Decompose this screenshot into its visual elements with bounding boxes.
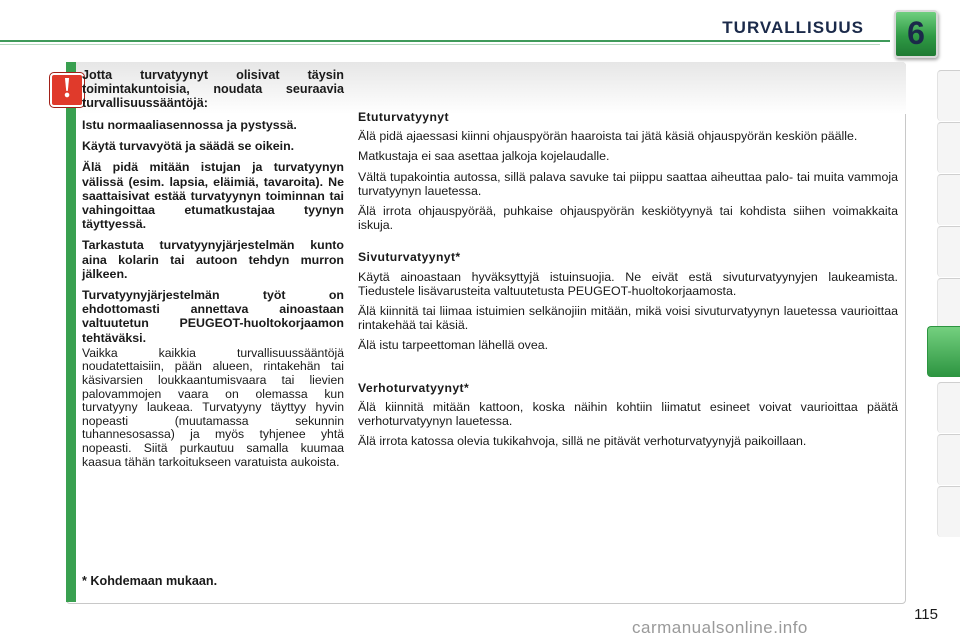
thumb-tab-7[interactable] [937, 382, 960, 433]
thumb-tab-6-active[interactable] [927, 326, 960, 377]
panel-accent-bar [66, 62, 76, 602]
section-paragraph: Älä irrota ohjauspyörää, puhkaise ohjauspyörän keskiötyynyä tai kohdista siihen voimakkaita iskuja. [358, 204, 898, 233]
safety-rules-heading: Jotta turvatyynyt olisivat täysin toimintakuntoisia, noudata seuraavia turvallisuussääntöjä: [82, 68, 344, 110]
section-paragraph: Älä istu tarpeettoman lähellä ovea. [358, 338, 549, 353]
thumb-tab-2[interactable] [937, 122, 960, 173]
section-paragraph: Älä kiinnitä tai liimaa istuimien selkänojiin mitään, mikä voisi sivuturvatyynyn lauetessa vaurioittaa rintakehää tai käsiä. [358, 304, 898, 333]
section-paragraph: Käytä ainoastaan hyväksyttyjä istuinsuojia. Ne eivät estä sivuturvatyynyjen laukeamista. Tiedustele lisävarusteita valtuutetusta PEUGEOT-huoltokorjaamosta. [358, 269, 898, 298]
exclamation-mark: ! [62, 73, 72, 104]
safety-rule: Istu normaaliasennossa ja pystyssä. [82, 118, 297, 132]
chapter-number: 6 [907, 15, 925, 51]
front-airbags-section [358, 110, 898, 232]
thumb-tab-1[interactable] [937, 70, 960, 121]
watermark: carmanualsonline.info [632, 618, 808, 637]
thumb-tab-9[interactable] [937, 486, 960, 537]
side-airbags-section [358, 250, 898, 352]
header-rule [0, 40, 890, 42]
page-number: 115 [914, 606, 938, 623]
header-rule-secondary [0, 44, 880, 45]
curtain-airbags-section [358, 381, 898, 449]
safety-rules-body: Vaikka kaikkia turvallisuussääntöjä noudatettaisiin, pään alueen, rintakehän tai käsivarsien loukkaantumisvaara tai lievien palovammojen vaara on olemassa kun turvatyyny laukeaa. Turvatyyny täyttyy hyvin nopeasti (muutamassa sekunnin tuhannesosassa) ja myös tyhjenee yhtä nopeasti. Siitä purkautuu samalla kuumaa kaasua tähän tarkoitukseen varatuista aukoista. [82, 345, 344, 469]
safety-rule: Älä pidä mitään istujan ja turvatyynyn välissä (esim. lapsia, eläimiä, tavaroita). Ne saattaisivat estää turvatyynyn toiminnan tai vahingoittaa etumatkustajaa tyynyn täyttyessä. [82, 160, 344, 232]
safety-rule: Turvatyynyjärjestelmän työt on ehdottomasti annettava ainoastaan valtuutetun PEUGEOT-huoltokorjaamon tehtäväksi. [82, 288, 344, 345]
chapter-number-badge [894, 10, 938, 58]
section-paragraph: Älä pidä ajaessasi kiinni ohjauspyörän haaroista tai jätä käsiä ohjauspyörän keskiön päälle. [358, 129, 858, 144]
thumb-tab-4[interactable] [937, 226, 960, 277]
section-paragraph: Älä kiinnitä mitään kattoon, koska näihin kohtiin liimatut esineet voivat vaurioittaa päätä verhoturvatyynyn lauetessa. [358, 399, 898, 429]
page-header [0, 0, 960, 60]
chapter-title: TURVALLISUUS [722, 18, 864, 37]
thumb-tab-8[interactable] [937, 434, 960, 485]
safety-rule: Tarkastuta turvatyynyjärjestelmän kunto aina kolarin tai autoon tehdyn murron jälkeen. [82, 238, 344, 281]
safety-rules-column [82, 68, 344, 476]
footnote: * Kohdemaan mukaan. [82, 574, 218, 588]
safety-rule: Käytä turvavyötä ja säädä se oikein. [82, 139, 295, 154]
section-title: Sivuturvatyynyt* [358, 250, 461, 265]
thumb-tab-5[interactable] [937, 278, 960, 329]
section-paragraph: Vältä tupakointia autossa, sillä palava savuke tai piippu saattaa aiheuttaa palo- tai muita vammoja turvatyynyn lauetessa. [358, 169, 898, 198]
warning-icon [50, 73, 84, 107]
airbag-sections-column [358, 110, 898, 466]
section-title: Etuturvatyynyt [358, 110, 449, 124]
section-title: Verhoturvatyynyt* [358, 380, 470, 395]
section-paragraph: Matkustaja ei saa asettaa jalkoja kojelaudalle. [358, 149, 610, 164]
thumb-tab-3[interactable] [937, 174, 960, 225]
section-paragraph: Älä irrota katossa olevia tukikahvoja, sillä ne pitävät verhoturvatyynyjä paikoillaan. [358, 434, 807, 449]
thumb-index-tabs [934, 70, 960, 570]
